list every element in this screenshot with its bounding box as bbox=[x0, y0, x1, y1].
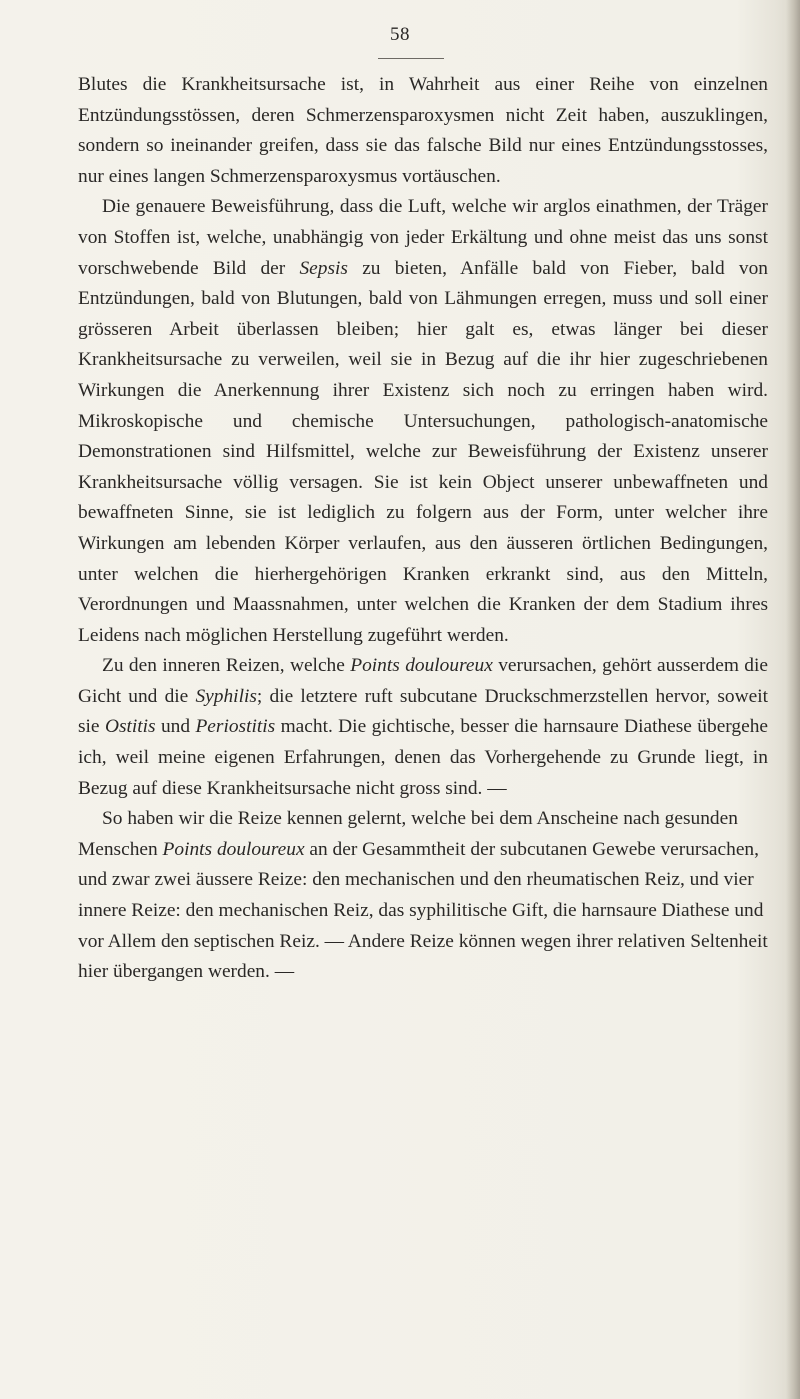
text-run: Die genauere Beweisführung, dass die Luft, welche wir arglos einathmen, der Träger von Stoffen ist, welche, unabhängig von jeder Erkältung und ohne meist das uns sonst vorschwebende Bild der bbox=[78, 196, 768, 279]
text-run: ; die letztere ruft subcutane Druckschmerzstellen hervor, soweit sie bbox=[78, 685, 768, 738]
text-run: So haben wir die Reize kennen gelernt, welche bei dem Anscheine nach gesunden Menschen bbox=[78, 808, 738, 860]
text-run: Blutes die Krankheitsursache ist, in Wahrheit aus einer Reihe von einzelnen Entzündungsstössen, deren Schmerzensparoxysmen nicht Zeit haben, auszuklingen, sondern so ineinander greifen, dass sie das falsche Bild nur eines Entzündungsstosses, nur eines langen Schmerzensparoxysmus vortäuschen. bbox=[78, 74, 768, 187]
text-run: macht. Die gichtische, besser die harnsaure Diathese übergehe ich, weil meine eigenen Erfahrungen, denen das Vorhergehende zu Grunde liegt, in Bezug auf diese Krankheitsursache nicht gross sind. — bbox=[78, 716, 769, 799]
paragraph-3 bbox=[78, 651, 768, 804]
italic-term: Sepsis bbox=[299, 257, 348, 279]
paragraph-4 bbox=[78, 804, 768, 988]
text-run: verursachen, gehört ausserdem die Gicht und die bbox=[78, 655, 768, 707]
text-run: Zu den inneren Reizen, welche bbox=[102, 655, 351, 677]
text-run: und bbox=[155, 716, 196, 738]
italic-term: Syphilis bbox=[195, 685, 257, 707]
text-run: zu bieten, Anfälle bald von Fieber, bald von Entzündungen, bald von Blutungen, bald von Lähmungen erregen, muss und soll einer grösseren Arbeit überlassen bleiben; hier galt es, etwas länger bei dieser Krankheitsursache zu verweilen, weil sie in Bezug auf die ihr hier zugeschriebenen Wirkungen die Anerkennung ihrer Existenz sich noch zu erringen haben wird. Mikroskopische und chemische Untersuchungen, pathologisch-anatomische Demonstrationen sind Hilfsmittel, welche zur Beweisführung der Existenz unserer Krankheitsursache völlig versagen. Sie ist kein Object unserer unbewaffneten und bewaffneten Sinne, sie ist lediglich zu folgern aus der Form, unter welcher ihre Wirkungen am lebenden Körper verlaufen, aus den äusseren örtlichen Bedingungen, unter welchen die hierhergehörigen Kranken erkrankt sind, aus den Mitteln, Verordnungen und Maassnahmen, unter welchen die Kranken der dem Stadium ihres Leidens nach möglichen Herstellung zugeführt werden. bbox=[78, 257, 769, 646]
paragraph-2 bbox=[78, 192, 768, 651]
text-run: an der Gesammtheit der subcutanen Gewebe verursachen, und zwar zwei äussere Reize: den mechanischen und den rheumatischen Reiz, und vier innere Reize: den mechanischen Reiz, das syphilitische Gift, die harnsaure Diathese und vor Allem den septischen Reiz. — Andere Reize können wegen ihrer relativen Seltenheit hier übergangen werden. — bbox=[78, 838, 768, 983]
italic-term: Ostitis bbox=[104, 716, 156, 738]
header-rule bbox=[378, 58, 444, 59]
page-number: 58 bbox=[390, 24, 410, 45]
body-text bbox=[78, 70, 768, 988]
page-edge-shadow bbox=[786, 0, 800, 1399]
italic-term: Periostitis bbox=[195, 716, 276, 738]
paragraph-1 bbox=[78, 70, 768, 192]
italic-term: Points douloureux bbox=[350, 655, 493, 677]
italic-term: Points douloureux bbox=[162, 838, 305, 860]
